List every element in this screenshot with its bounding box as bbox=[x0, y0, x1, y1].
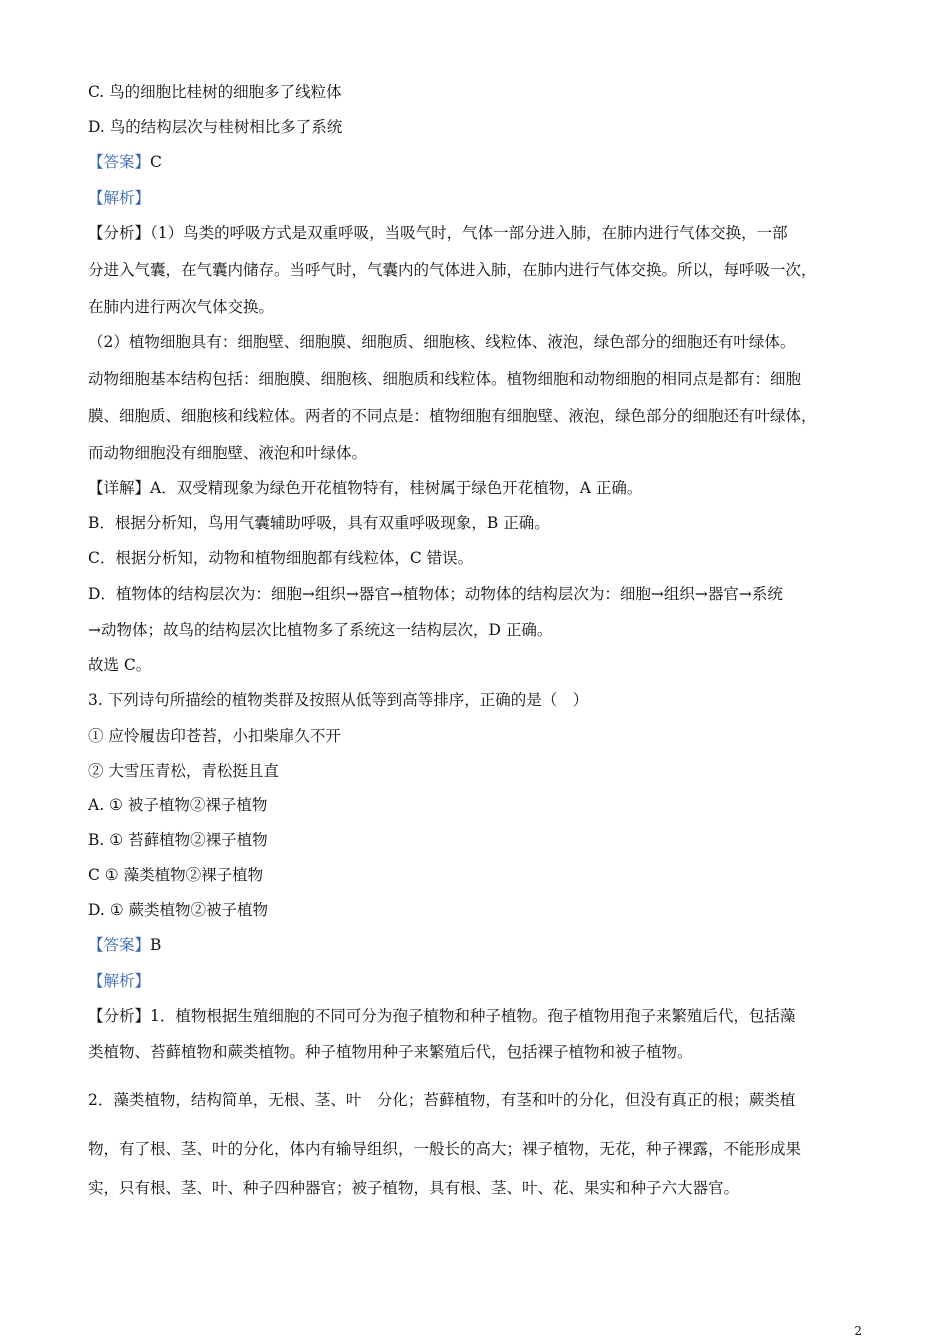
option-c-q3: C ① 藻类植物②裸子植物 bbox=[88, 866, 264, 884]
answer-tag: 【答案】 bbox=[88, 153, 151, 171]
fenxi-line-1 bbox=[88, 223, 870, 243]
detail-line-2: B．根据分析知，鸟用气囊辅助呼吸，具有双重呼吸现象，B 正确。 bbox=[88, 514, 550, 532]
question-3-stem: 3. 下列诗句所描绘的植物类群及按照从低等到高等排序，正确的是（ ） bbox=[88, 691, 589, 709]
detail-text: A．双受精现象为绿色开花植物特有，桂树属于绿色开花植物，A 正确。 bbox=[150, 479, 643, 497]
fenxi-tag: 【分析】 bbox=[88, 224, 151, 242]
answer-value: B bbox=[150, 936, 162, 954]
fenxi-q3-line-5: 实，只有根、茎、叶、种子四种器官；被子植物，具有根、茎、叶、花、果实和种子六大器官。 bbox=[88, 1179, 740, 1197]
fenxi-tag: 【分析】 bbox=[88, 1007, 151, 1025]
analysis-heading-q3 bbox=[88, 971, 870, 991]
fenxi-q3-line-2: 类植物、苔藓植物和蕨类植物。种子植物用种子来繁殖后代，包括裸子植物和被子植物。 bbox=[88, 1043, 693, 1061]
answer-q3 bbox=[88, 935, 870, 955]
analysis-tag: 【解析】 bbox=[88, 972, 151, 990]
fenxi-line-5: 动物细胞基本结构包括：细胞膜、细胞核、细胞质和线粒体。植物细胞和动物细胞的相同点是都有：细胞 bbox=[88, 370, 802, 388]
detail-tag: 【详解】 bbox=[88, 479, 151, 497]
fenxi-line-2: 分进入气囊，在气囊内储存。当呼气时，气囊内的气体进入肺，在肺内进行气体交换。所以，每呼吸一次， bbox=[88, 261, 817, 279]
poem-2: ② 大雪压青松，青松挺且直 bbox=[88, 762, 279, 780]
fenxi-q3-line-1 bbox=[88, 1006, 870, 1026]
detail-line-5: →动物体；故鸟的结构层次比植物多了系统这一结构层次，D 正确。 bbox=[88, 621, 553, 639]
detail-line-3: C．根据分析知，动物和植物细胞都有线粒体，C 错误。 bbox=[88, 549, 474, 567]
detail-line-1 bbox=[88, 478, 870, 498]
analysis-tag: 【解析】 bbox=[88, 189, 151, 207]
fenxi-line-7: 而动物细胞没有细胞壁、液泡和叶绿体。 bbox=[88, 444, 368, 462]
poem-1: ① 应怜履齿印苍苔，小扣柴扉久不开 bbox=[88, 727, 341, 745]
option-b-q3: B. ① 苔藓植物②裸子植物 bbox=[88, 831, 268, 849]
detail-line-4: D．植物体的结构层次为：细胞→组织→器官→植物体；动物体的结构层次为：细胞→组织→器官→系统 bbox=[88, 585, 783, 603]
answer-q2 bbox=[88, 152, 870, 172]
fenxi-line-6: 膜、细胞质、细胞核和线粒体。两者的不同点是：植物细胞有细胞壁、液泡，绿色部分的细胞还有叶绿体， bbox=[88, 407, 817, 425]
option-d-q3: D. ① 蕨类植物②被子植物 bbox=[88, 901, 269, 919]
analysis-heading-q2 bbox=[88, 188, 870, 208]
fenxi-q3-line-4: 物，有了根、茎、叶的分化，体内有输导组织，一般长的高大；裸子植物，无花，种子裸露，不能形成果 bbox=[88, 1140, 802, 1158]
conclusion-q2: 故选 C。 bbox=[88, 656, 152, 674]
page-number: 2 bbox=[854, 1324, 862, 1338]
fenxi-line-4: （2）植物细胞具有：细胞壁、细胞膜、细胞质、细胞核、线粒体、液泡，绿色部分的细胞还有叶绿体。 bbox=[88, 333, 796, 351]
fenxi-text: 1．植物根据生殖细胞的不同可分为孢子植物和种子植物。孢子植物用孢子来繁殖后代，包括藻 bbox=[150, 1007, 796, 1025]
fenxi-q3-line-3: 2．藻类植物，结构简单，无根、茎、叶 分化；苔藓植物，有茎和叶的分化，但没有真正的根；蕨类植 bbox=[88, 1091, 796, 1109]
answer-value: C bbox=[150, 153, 162, 171]
option-a-q3: A. ① 被子植物②裸子植物 bbox=[88, 796, 268, 814]
answer-tag: 【答案】 bbox=[88, 936, 151, 954]
option-c-q2: C. 鸟的细胞比桂树的细胞多了线粒体 bbox=[88, 83, 342, 101]
option-d-q2: D. 鸟的结构层次与桂树相比多了系统 bbox=[88, 118, 343, 136]
fenxi-text: （1）鸟类的呼吸方式是双重呼吸，当吸气时，气体一部分进入肺，在肺内进行气体交换，一部 bbox=[150, 224, 788, 242]
fenxi-line-3: 在肺内进行两次气体交换。 bbox=[88, 298, 275, 316]
